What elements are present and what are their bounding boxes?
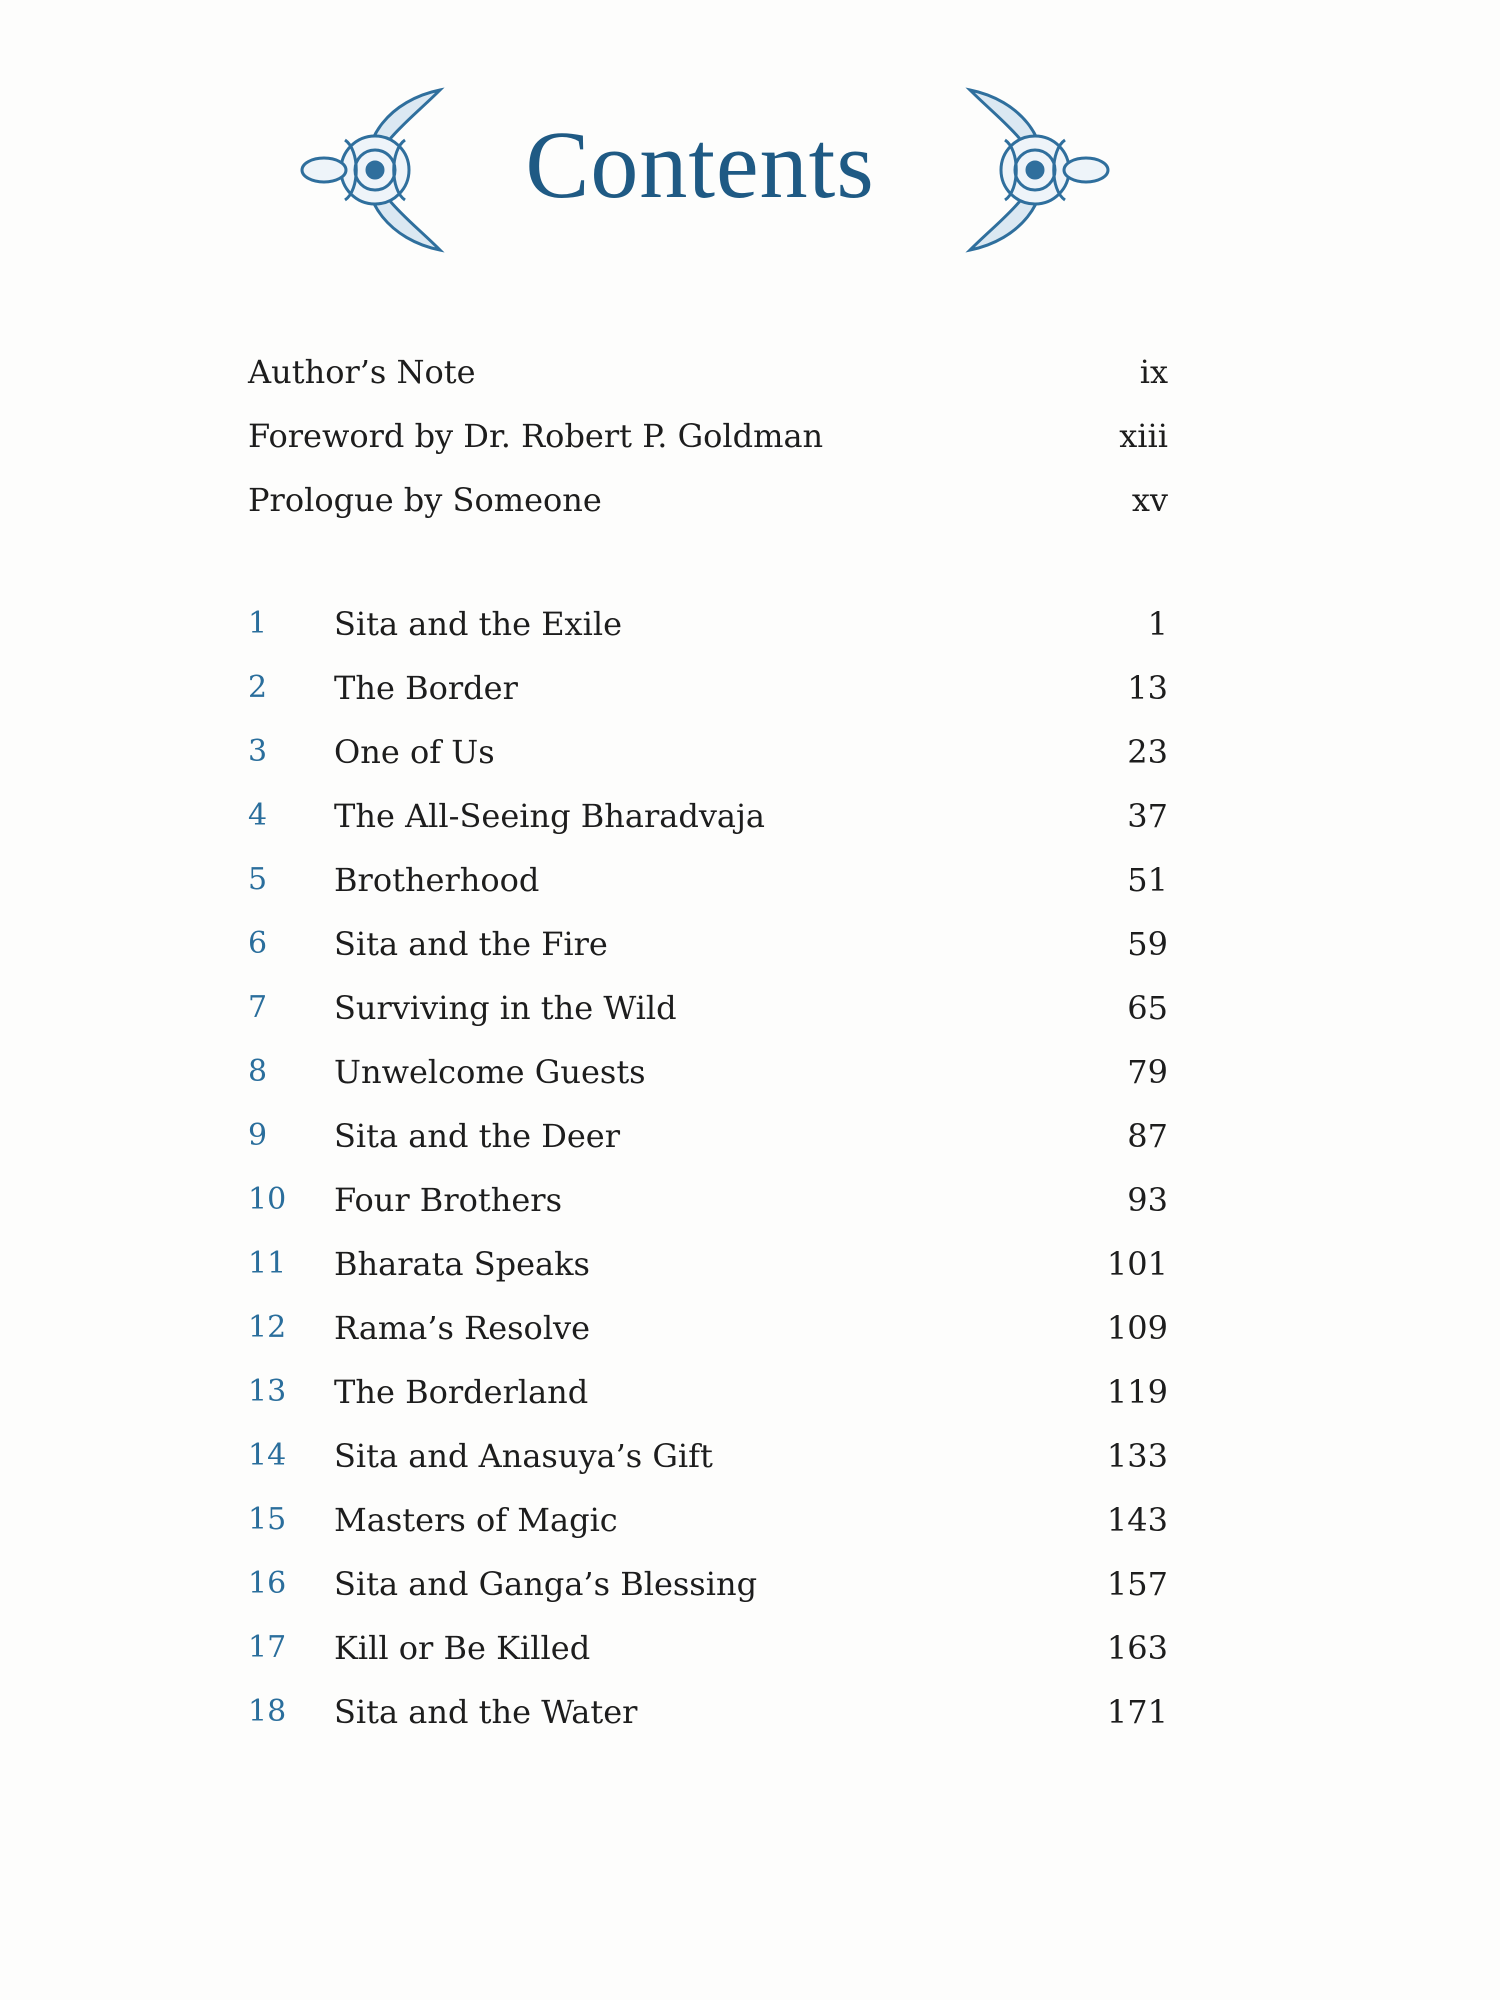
chapter-page: 143 (1106, 1501, 1168, 1539)
contents-header (0, 70, 1500, 270)
chapter-page: 79 (1127, 1053, 1168, 1091)
chapter-entry[interactable] (248, 1488, 1168, 1552)
chapter-page: 23 (1127, 733, 1168, 771)
chapter-page: 87 (1127, 1117, 1168, 1155)
chapter-number: 16 (248, 1566, 287, 1601)
chapter-title: Sita and the Exile (334, 605, 622, 643)
chapter-number: 14 (248, 1438, 287, 1473)
chapter-entry[interactable] (248, 912, 1168, 976)
chapter-title: Sita and the Fire (334, 925, 608, 963)
page-title: Contents (525, 111, 875, 218)
chapter-entry[interactable] (248, 1616, 1168, 1680)
chapter-title: Rama’s Resolve (334, 1309, 591, 1347)
chapter-number: 18 (248, 1694, 287, 1729)
chapter-entry[interactable] (248, 720, 1168, 784)
chapter-entry[interactable] (248, 976, 1168, 1040)
chapter-page: 65 (1127, 989, 1168, 1027)
chapter-entry[interactable] (248, 1424, 1168, 1488)
chapter-title: The All-Seeing Bharadvaja (334, 797, 765, 835)
chapter-number: 3 (248, 734, 268, 769)
chapter-number: 8 (248, 1054, 268, 1089)
chapter-title: Sita and Ganga’s Blessing (334, 1565, 758, 1603)
chapter-title: One of Us (334, 733, 495, 771)
chapter-number: 12 (248, 1310, 287, 1345)
front-matter-entry[interactable] (248, 340, 1168, 404)
entry-page: xiii (1119, 417, 1168, 455)
chapter-number: 7 (248, 990, 268, 1025)
chapter-entry[interactable] (248, 1296, 1168, 1360)
chapter-entry[interactable] (248, 592, 1168, 656)
front-matter-list (248, 340, 1168, 532)
chapter-entry[interactable] (248, 784, 1168, 848)
lotus-ornament-icon (950, 80, 1110, 260)
chapter-page: 163 (1106, 1629, 1168, 1667)
chapter-page: 133 (1106, 1437, 1168, 1475)
chapter-page: 93 (1127, 1181, 1168, 1219)
chapter-number: 17 (248, 1630, 287, 1665)
chapter-page: 119 (1106, 1373, 1168, 1411)
chapter-entry[interactable] (248, 656, 1168, 720)
chapter-number: 6 (248, 926, 268, 961)
chapter-number: 11 (248, 1246, 287, 1281)
chapter-page: 13 (1127, 669, 1168, 707)
chapter-title: Sita and Anasuya’s Gift (334, 1437, 713, 1475)
entry-title: Author’s Note (248, 353, 476, 391)
chapter-page: 51 (1127, 861, 1168, 899)
entry-page: ix (1139, 353, 1168, 391)
chapter-title: Brotherhood (334, 861, 540, 899)
chapter-entry[interactable] (248, 1680, 1168, 1744)
chapter-entry[interactable] (248, 848, 1168, 912)
chapter-entry[interactable] (248, 1040, 1168, 1104)
chapter-number: 1 (248, 606, 268, 641)
chapter-title: Masters of Magic (334, 1501, 618, 1539)
chapter-list (248, 592, 1168, 1744)
chapter-page: 37 (1127, 797, 1168, 835)
chapter-number: 4 (248, 798, 268, 833)
chapter-title: Unwelcome Guests (334, 1053, 646, 1091)
chapter-page: 171 (1106, 1693, 1168, 1731)
chapter-number: 10 (248, 1182, 287, 1217)
chapter-entry[interactable] (248, 1168, 1168, 1232)
chapter-page: 1 (1147, 605, 1168, 643)
lotus-ornament-icon (300, 80, 460, 260)
front-matter-entry[interactable] (248, 404, 1168, 468)
chapter-number: 15 (248, 1502, 287, 1537)
chapter-number: 2 (248, 670, 268, 705)
chapter-number: 9 (248, 1118, 268, 1153)
chapter-number: 5 (248, 862, 268, 897)
chapter-page: 109 (1106, 1309, 1168, 1347)
chapter-title: The Border (334, 669, 518, 707)
front-matter-entry[interactable] (248, 468, 1168, 532)
chapter-page: 157 (1106, 1565, 1168, 1603)
chapter-entry[interactable] (248, 1552, 1168, 1616)
chapter-title: Surviving in the Wild (334, 989, 677, 1027)
entry-title: Prologue by Someone (248, 481, 602, 519)
entry-page: xv (1131, 481, 1168, 519)
chapter-title: Four Brothers (334, 1181, 562, 1219)
chapter-number: 13 (248, 1374, 287, 1409)
chapter-entry[interactable] (248, 1360, 1168, 1424)
chapter-title: Kill or Be Killed (334, 1629, 591, 1667)
chapter-page: 59 (1127, 925, 1168, 963)
chapter-entry[interactable] (248, 1104, 1168, 1168)
chapter-page: 101 (1106, 1245, 1168, 1283)
chapter-title: Sita and the Deer (334, 1117, 621, 1155)
chapter-title: Sita and the Water (334, 1693, 638, 1731)
chapter-entry[interactable] (248, 1232, 1168, 1296)
entry-title: Foreword by Dr. Robert P. Goldman (248, 417, 824, 455)
chapter-title: Bharata Speaks (334, 1245, 590, 1283)
chapter-title: The Borderland (334, 1373, 589, 1411)
